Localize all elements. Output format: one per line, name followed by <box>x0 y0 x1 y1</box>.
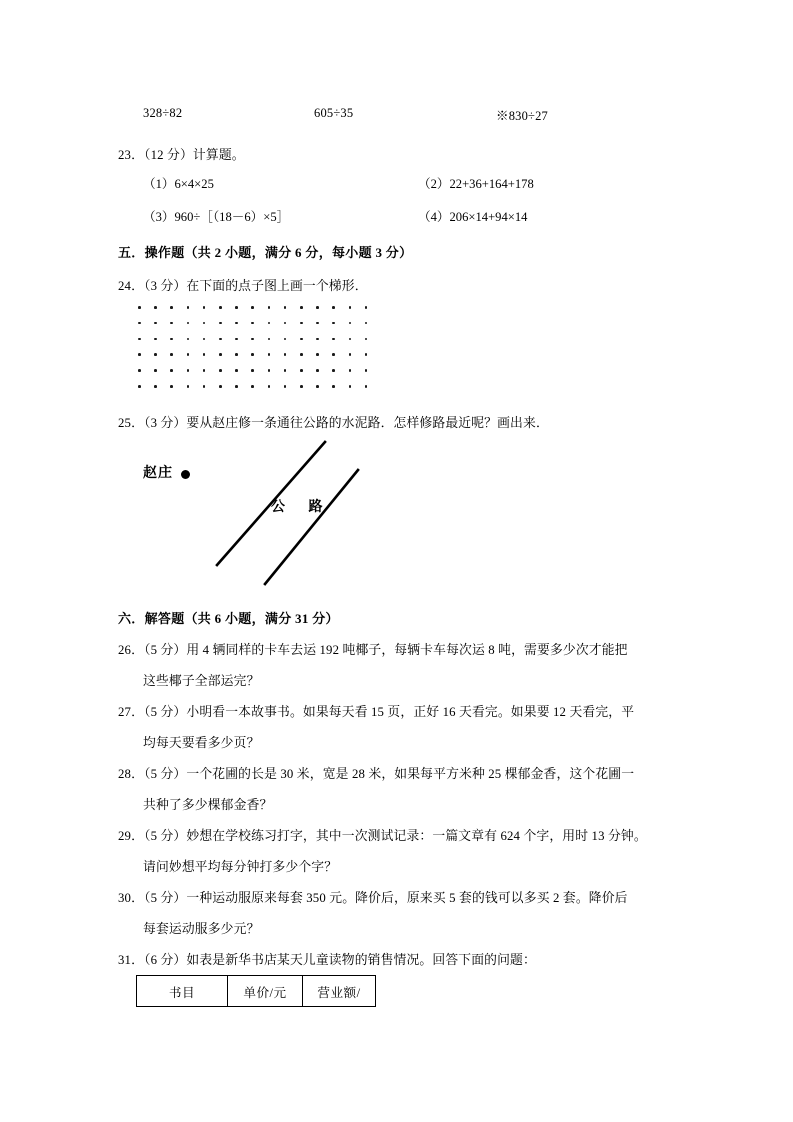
grid-dot <box>251 369 254 372</box>
grid-dot <box>284 338 287 341</box>
grid-dot <box>349 369 352 372</box>
grid-dot <box>219 353 222 356</box>
question-26-line-1: 26．（5 分）用 4 辆同样的卡车去运 192 吨椰子，每辆卡车每次运 8 吨，需要多少次才能把 <box>118 643 628 657</box>
grid-dot <box>365 369 368 372</box>
grid-dot <box>300 369 303 372</box>
road-label: 公 路 <box>271 500 333 515</box>
grid-dot <box>203 338 206 341</box>
grid-dot <box>349 385 352 388</box>
table-row <box>137 976 376 1007</box>
grid-dot <box>235 353 238 356</box>
grid-dot <box>300 306 303 309</box>
grid-dot <box>300 322 303 325</box>
grid-dot <box>332 353 335 356</box>
question-23-heading: 23．（12 分）计算题。 <box>118 148 245 162</box>
grid-dot <box>300 353 303 356</box>
grid-dot <box>170 338 173 341</box>
grid-dot <box>138 353 141 356</box>
grid-dot <box>187 353 190 356</box>
grid-dot <box>284 385 287 388</box>
question-23-item-4: （4）206×14+94×14 <box>418 210 528 224</box>
grid-dot <box>203 322 206 325</box>
grid-dot <box>284 353 287 356</box>
grid-dot <box>138 306 141 309</box>
grid-dot <box>170 353 173 356</box>
question-31-line-1: 31．（6 分）如表是新华书店某天儿童读物的销售情况。回答下面的问题： <box>118 953 536 967</box>
grid-dot <box>187 338 190 341</box>
grid-dot <box>138 322 141 325</box>
grid-dot <box>251 338 254 341</box>
grid-dot <box>154 369 157 372</box>
grid-dot <box>251 322 254 325</box>
dot-grid-figure <box>138 306 390 394</box>
village-marker-dot <box>181 470 190 479</box>
grid-dot <box>365 306 368 309</box>
grid-dot <box>349 338 352 341</box>
calc-item-1: 328÷82 <box>143 106 183 120</box>
grid-dot <box>154 338 157 341</box>
question-29-line-1: 29．（5 分）妙想在学校练习打字，其中一次测试记录：一篇文章有 624 个字，用时 13 分钟。 <box>118 829 647 843</box>
grid-dot <box>284 306 287 309</box>
grid-dot <box>154 385 157 388</box>
calc-item-2: 605÷35 <box>314 106 354 120</box>
grid-dot <box>170 385 173 388</box>
grid-dot <box>203 385 206 388</box>
sales-table <box>136 975 376 1007</box>
question-28-line-1: 28．（5 分）一个花圃的长是 30 米，宽是 28 米，如果每平方米种 25 棵郁金香，这个花圃一 <box>118 767 635 781</box>
grid-dot <box>332 338 335 341</box>
grid-dot <box>300 385 303 388</box>
grid-dot <box>203 306 206 309</box>
grid-dot <box>203 353 206 356</box>
grid-dot <box>365 338 368 341</box>
question-23-item-2: （2）22+36+164+178 <box>418 177 534 191</box>
grid-dot <box>138 385 141 388</box>
grid-dot <box>235 385 238 388</box>
grid-dot <box>316 322 319 325</box>
grid-dot <box>235 322 238 325</box>
grid-dot <box>316 385 319 388</box>
grid-dot <box>170 369 173 372</box>
grid-dot <box>316 338 319 341</box>
grid-dot <box>268 322 271 325</box>
grid-dot <box>316 369 319 372</box>
question-28-line-2: 共种了多少棵郁金香？ <box>143 798 273 812</box>
grid-dot <box>219 322 222 325</box>
grid-dot <box>154 322 157 325</box>
question-23-item-1: （1）6×4×25 <box>143 177 214 191</box>
grid-dot <box>187 322 190 325</box>
grid-dot <box>219 306 222 309</box>
question-23-item-3: （3）960÷［（18－6）×5］ <box>143 210 290 224</box>
village-label: 赵庄 <box>143 466 173 481</box>
grid-dot <box>187 306 190 309</box>
question-27-line-1: 27．（5 分）小明看一本故事书。如果每天看 15 页，正好 16 天看完。如果要 12 天看完，平 <box>118 705 635 719</box>
grid-dot <box>365 353 368 356</box>
question-24-text: 24．（3 分）在下面的点子图上画一个梯形． <box>118 279 368 293</box>
grid-dot <box>268 306 271 309</box>
grid-dot <box>349 322 352 325</box>
grid-dot <box>332 306 335 309</box>
grid-dot <box>219 338 222 341</box>
grid-dot <box>268 369 271 372</box>
section-five-heading: 五．操作题（共 2 小题，满分 6 分，每小题 3 分） <box>118 245 413 260</box>
grid-dot <box>268 338 271 341</box>
grid-dot <box>316 306 319 309</box>
grid-dot <box>154 353 157 356</box>
grid-dot <box>268 385 271 388</box>
grid-dot <box>235 338 238 341</box>
grid-dot <box>365 322 368 325</box>
grid-dot <box>170 322 173 325</box>
road-line-lower <box>265 470 358 584</box>
section-six-heading: 六．解答题（共 6 小题，满分 31 分） <box>118 611 339 626</box>
grid-dot <box>300 338 303 341</box>
grid-dot <box>268 353 271 356</box>
table-header-revenue: 营业额/ <box>303 976 376 1007</box>
grid-dot <box>170 306 173 309</box>
calc-item-3: ※830÷27 <box>496 109 549 123</box>
grid-dot <box>187 369 190 372</box>
grid-dot <box>251 353 254 356</box>
grid-dot <box>349 306 352 309</box>
grid-dot <box>332 322 335 325</box>
grid-dot <box>138 338 141 341</box>
grid-dot <box>235 306 238 309</box>
question-30-line-2: 每套运动服多少元？ <box>143 922 260 936</box>
grid-dot <box>187 385 190 388</box>
grid-dot <box>219 385 222 388</box>
question-29-line-2: 请问妙想平均每分钟打多少个字？ <box>143 860 338 874</box>
grid-dot <box>316 353 319 356</box>
grid-dot <box>203 369 206 372</box>
grid-dot <box>332 385 335 388</box>
question-27-line-2: 均每天要看多少页？ <box>143 736 260 750</box>
grid-dot <box>284 322 287 325</box>
grid-dot <box>365 385 368 388</box>
grid-dot <box>251 306 254 309</box>
table-header-book-title: 书目 <box>137 976 228 1007</box>
grid-dot <box>251 385 254 388</box>
question-26-line-2: 这些椰子全部运完？ <box>143 674 260 688</box>
grid-dot <box>219 369 222 372</box>
question-25-text: 25．（3 分）要从赵庄修一条通往公路的水泥路．怎样修路最近呢？画出来． <box>118 416 549 430</box>
grid-dot <box>332 369 335 372</box>
grid-dot <box>138 369 141 372</box>
table-header-unit-price: 单价/元 <box>228 976 303 1007</box>
grid-dot <box>154 306 157 309</box>
grid-dot <box>235 369 238 372</box>
grid-dot <box>284 369 287 372</box>
question-30-line-1: 30．（5 分）一种运动服原来每套 350 元。降价后，原来买 5 套的钱可以多买 2 套。降价后 <box>118 891 628 905</box>
grid-dot <box>349 353 352 356</box>
